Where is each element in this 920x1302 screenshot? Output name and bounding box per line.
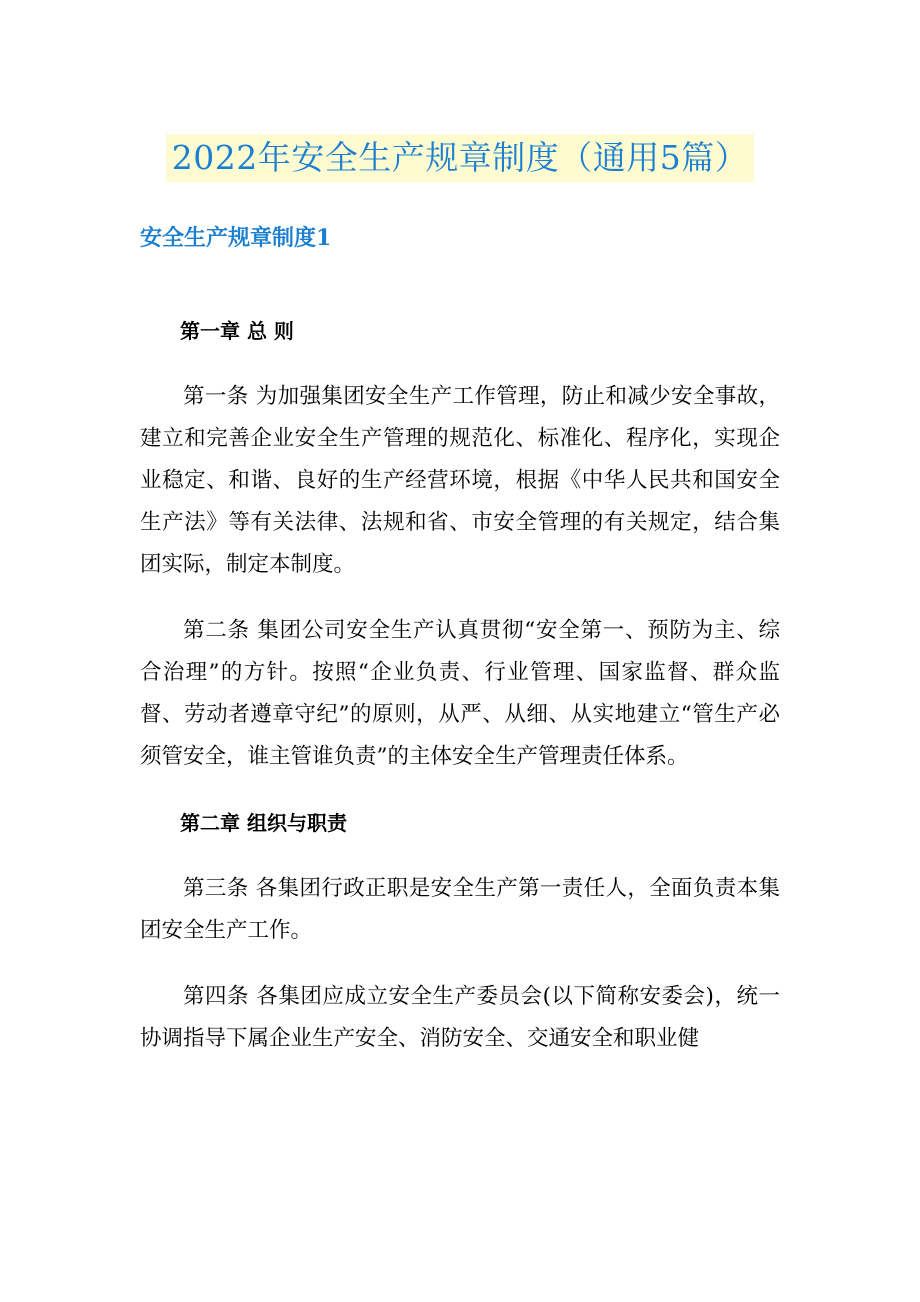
- chapter-heading-2: 第二章 组织与职责: [180, 811, 347, 835]
- article-4: 第四条 各集团应成立安全生产委员会(以下简称安委会)，统一协调指导下属企业生产安全、消防安全、交通安全和职业健: [140, 984, 780, 1051]
- chapter-heading-1: 第一章 总 则: [180, 319, 294, 343]
- title-wrap: [0, 134, 920, 182]
- document-body: [140, 310, 780, 1084]
- section-heading: 安全生产规章制度1: [140, 225, 332, 251]
- article-3: 第三条 各集团行政正职是安全生产第一责任人，全面负责本集团安全生产工作。: [140, 876, 780, 943]
- document-title: 2022年安全生产规章制度（通用5篇）: [166, 134, 754, 182]
- article-2: 第二条 集团公司安全生产认真贯彻“安全第一、预防为主、综合治理”的方针。按照“企业负责、行业管理、国家监督、群众监督、劳动者遵章守纪”的原则，从严、从细、从实地建立“管生产必须管安全，谁主管谁负责”的主体安全生产管理责任体系。: [140, 618, 780, 769]
- article-1: 第一条 为加强集团安全生产工作管理，防止和减少安全事故，建立和完善企业安全生产管理的规范化、标准化、程序化，实现企业稳定、和谐、良好的生产经营环境，根据《中华人民共和国安全生产法》等有关法律、法规和省、市安全管理的有关规定，结合集团实际，制定本制度。: [140, 384, 780, 577]
